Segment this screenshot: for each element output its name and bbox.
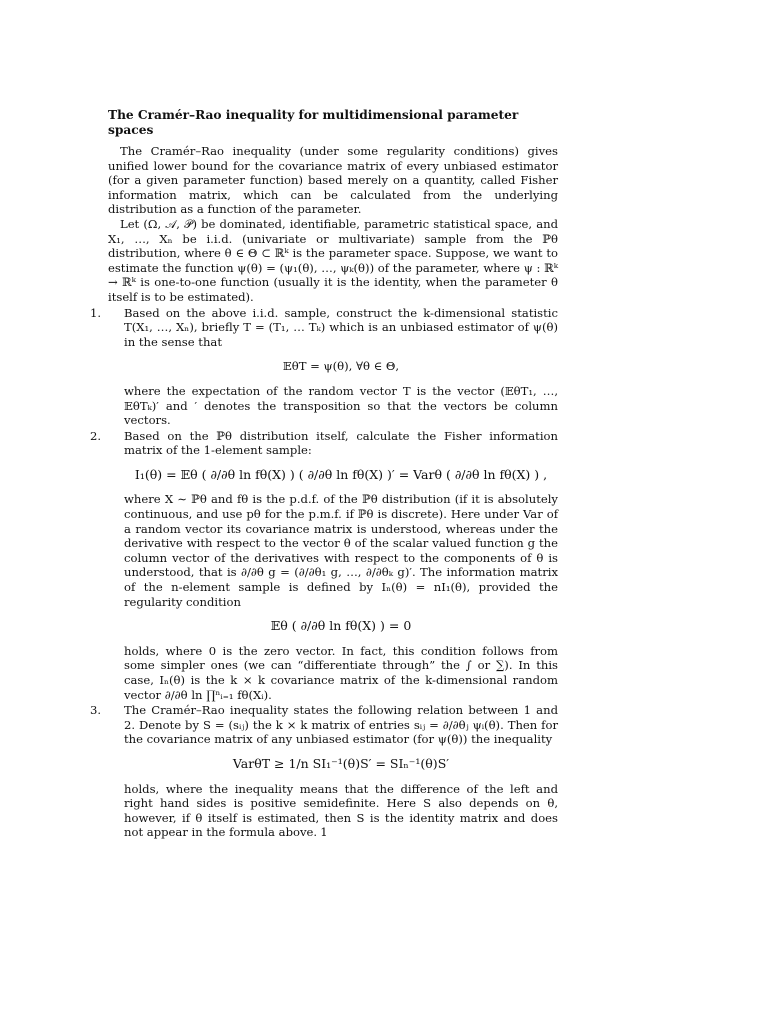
- section-title: The Cramér–Rao inequality for multidimensional parameter spaces: [108, 108, 519, 137]
- cramer-rao-inequality-equation: VarθT ≥ 1/n SI₁⁻¹(θ)S′ = SIₙ⁻¹(θ)S′: [232, 755, 450, 771]
- list-number: 1.: [90, 305, 102, 320]
- item-2-text-b: where X ∼ ℙθ and fθ is the p.d.f. of the ℙθ distribution (if it is absolutely continuous, and use pθ for the p.m.f. if ℙθ is discrete). Here under Var of a random vector its covariance matrix is understood, whereas under the derivative with respect to the vector θ of the scalar valued function g the column vector of the derivatives with respect to the components of θ is understood, that is ∂/∂θ g = (∂/∂θ₁ g, …, ∂/∂θₖ g)′. The information matrix of the n-element sample is defined by Iₙ(θ) = nI₁(θ), provided the regularity condition: [124, 492, 558, 609]
- item-1-text-b: where the expectation of the random vector T is the vector (𝔼θT₁, …, 𝔼θTₖ)′ and ′ denotes the transposition so that the vectors be column vectors.: [124, 383, 558, 428]
- fisher-information-equation: I₁(θ) = 𝔼θ ( ∂/∂θ ln fθ(X) ) ( ∂/∂θ ln fθ(X) )′ = Varθ ( ∂/∂θ ln fθ(X) ) ,: [134, 466, 548, 482]
- list-item-3: [90, 703, 558, 840]
- item-2-text-a: Based on the ℙθ distribution itself, calculate the Fisher information matrix of the 1-element sample:: [124, 428, 558, 458]
- numbered-list: [90, 305, 558, 840]
- document-page: [90, 108, 558, 840]
- item-3-text-b: holds, where the inequality means that the difference of the left and right hand sides is positive semidefinite. Here S also depends on θ, however, if θ itself is estimated, then S is the identity matrix and does not appear in the formula above.: [124, 781, 558, 840]
- item-3-text-a: The Cramér–Rao inequality states the following relation between 1 and 2. Denote by S = (sᵢⱼ) the k × k matrix of entries sᵢⱼ = ∂/∂θⱼ ψᵢ(θ). Then for the covariance matrix of any unbiased estimator (for ψ(θ)) the inequality: [124, 703, 558, 747]
- item-1-text-a: Based on the above i.i.d. sample, construct the k-dimensional statistic T(X₁, …, Xₙ), briefly T = (T₁, … Tₖ) which is an unbiased estimator of ψ(θ) in the sense that: [124, 305, 558, 349]
- setup-paragraph: Let (Ω, 𝒜, 𝒫) be dominated, identifiable, parametric statistical space, and X₁, …, Xₙ be i.i.d. (univariate or multivariate) sample from the ℙθ distribution, where θ ∈ Θ ⊂ ℝᵏ is the parameter space. Suppose, we want to estimate the function ψ(θ) = (ψ₁(θ), …, ψₖ(θ)) of the parameter, where ψ : ℝᵏ → ℝᵏ is one-to-one function (usually it is the identity, when the parameter θ itself is to be estimated).: [108, 216, 558, 304]
- list-number: 2.: [90, 428, 102, 443]
- item-2-text-c: holds, where 0 is the zero vector. In fact, this condition follows from some simpler ones (we can “differentiate through” the ∫ or ∑). In this case, Iₙ(θ) is the k × k covariance matrix of the k-dimensional random vector ∂/∂θ ln ∏ⁿᵢ₌₁ fθ(Xᵢ).: [124, 643, 558, 702]
- intro-paragraph: The Cramér–Rao inequality (under some regularity conditions) gives unified lower bound for the covariance matrix of every unbiased estimator (for a given parameter function) based merely on a quantity, called Fisher information matrix, which can be calculated from the underlying distribution as a function of the parameter.: [108, 144, 558, 217]
- unbiasedness-equation: 𝔼θT = ψ(θ), ∀θ ∈ Θ,: [282, 359, 400, 374]
- list-number: 3.: [90, 703, 102, 718]
- list-item-1: [90, 305, 558, 428]
- list-item-2: [90, 428, 558, 703]
- regularity-condition-equation: 𝔼θ ( ∂/∂θ ln fθ(X) ) = 0: [270, 618, 412, 634]
- page-number: 1: [320, 825, 328, 839]
